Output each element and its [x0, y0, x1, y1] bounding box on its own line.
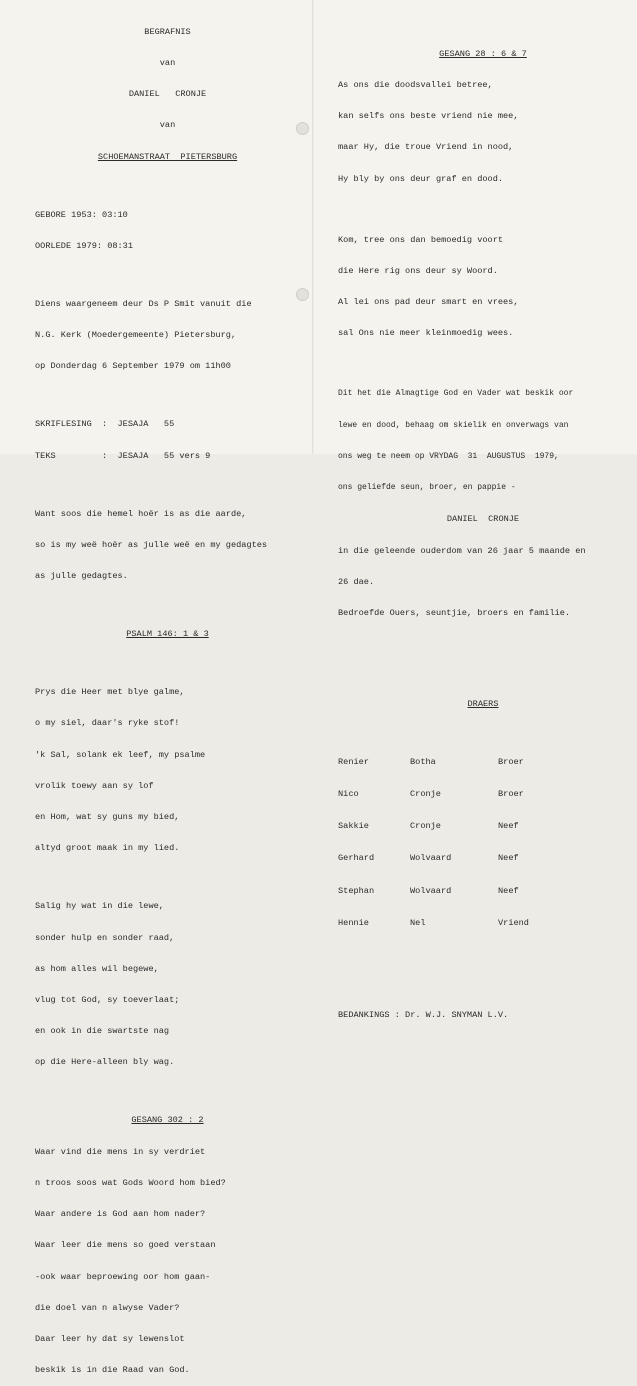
- gesang-28-line: Al lei ons pad deur smart en vrees,: [338, 297, 519, 308]
- header-line: BEGRAFNIS: [144, 26, 191, 37]
- announcement-line: ons geliefde seun, broer, en pappie -: [338, 483, 516, 493]
- gesang-302-line: n troos soos wat Gods Woord hom bied?: [35, 1177, 226, 1188]
- age-line: in die geleende ouderdom van 26 jaar 5 maande en: [338, 545, 586, 556]
- draers-row: [338, 789, 628, 800]
- fold-line: [312, 0, 314, 454]
- psalm-line: o my siel, daar's ryke stof!: [35, 718, 180, 729]
- draer-surname: Wolvaard: [410, 853, 452, 864]
- header-line: van: [159, 120, 176, 131]
- psalm-line: as hom alles wil begewe,: [35, 963, 159, 974]
- gesang-302-line: die doel van n alwyse Vader?: [35, 1302, 180, 1313]
- draers-row: [338, 757, 628, 768]
- age-line: 26 dae.: [338, 576, 375, 587]
- death-date: OORLEDE 1979: 08:31: [35, 240, 133, 251]
- draers-row: [338, 886, 628, 897]
- psalm-line: op die Here-alleen bly wag.: [35, 1057, 175, 1068]
- draer-surname: Cronje: [410, 821, 441, 832]
- reading-line: TEKS : JESAJA 55 vers 9: [35, 450, 211, 461]
- psalm-line: 'k Sal, solank ek leef, my psalme: [35, 749, 206, 760]
- announcement-line: ons weg te neem op VRYDAG 31 AUGUSTUS 1979,: [338, 451, 559, 461]
- gesang-302-line: Waar vind die mens in sy verdriet: [35, 1146, 206, 1157]
- psalm-line: altyd groot maak in my lied.: [35, 843, 180, 854]
- verse-line: Want soos die hemel hoër is as die aarde,: [35, 508, 247, 519]
- draer-relation: Broer: [498, 789, 524, 800]
- draers-row: [338, 821, 628, 832]
- draers-row: [338, 918, 628, 929]
- gesang-302-line: Waar leer die mens so goed verstaan: [35, 1240, 216, 1251]
- right-page: [338, 29, 628, 1030]
- header-line: van: [159, 58, 176, 69]
- draers-title: DRAERS: [467, 698, 499, 709]
- gesang-302-line: Waar andere is God aan hom nader?: [35, 1209, 206, 1220]
- thanks-line: BEDANKINGS : Dr. W.J. SNYMAN L.V.: [338, 1009, 509, 1020]
- gesang-302-title: GESANG 302 : 2: [131, 1115, 204, 1126]
- announcement-line: Dit het die Almagtige God en Vader wat beskik oor: [338, 389, 574, 399]
- service-line: Diens waargeneem deur Ds P Smit vanuit die: [35, 298, 252, 309]
- left-page: [35, 6, 300, 1386]
- verse-line: so is my weë hoër as julle weë en my gedagtes: [35, 539, 268, 550]
- deceased-name: DANIEL CRONJE: [446, 514, 520, 525]
- psalm-line: vlug tot God, sy toeverlaat;: [35, 994, 180, 1005]
- mourners-line: Bedroefde Ouers, seuntjie, broers en familie.: [338, 607, 571, 618]
- header-line: SCHOEMANSTRAAT PIETERSBURG: [97, 151, 238, 162]
- gesang-28-line: maar Hy, die troue Vriend in nood,: [338, 142, 514, 153]
- service-line: op Donderdag 6 September 1979 om 11h00: [35, 361, 231, 372]
- gesang-28-line: die Here rig ons deur sy Woord.: [338, 265, 498, 276]
- header-line: DANIEL CRONJE: [128, 89, 207, 100]
- draer-first-name: Renier: [338, 756, 369, 767]
- draer-first-name: Hennie: [338, 917, 369, 928]
- draer-first-name: Gerhard: [338, 853, 375, 864]
- gesang-28-line: Kom, tree ons dan bemoedig voort: [338, 234, 504, 245]
- draer-relation: Neef: [498, 853, 519, 864]
- service-line: N.G. Kerk (Moedergemeente) Pietersburg,: [35, 330, 237, 341]
- psalm-line: Prys die Heer met blye galme,: [35, 687, 185, 698]
- psalm-line: sonder hulp en sonder raad,: [35, 932, 175, 943]
- gesang-28-line: sal Ons nie meer kleinmoedig wees.: [338, 328, 514, 339]
- verse-line: as julle gedagtes.: [35, 571, 128, 582]
- gesang-28-line: As ons die doodsvallei betree,: [338, 80, 493, 91]
- draer-surname: Cronje: [410, 789, 441, 800]
- draers-row: [338, 853, 628, 864]
- draer-relation: Vriend: [498, 917, 529, 928]
- psalm-line: vrolik toewy aan sy lof: [35, 780, 154, 791]
- psalm-line: Salig hy wat in die lewe,: [35, 901, 164, 912]
- draer-surname: Wolvaard: [410, 885, 452, 896]
- gesang-28-title: GESANG 28 : 6 & 7: [439, 48, 527, 59]
- gesang-302-line: Daar leer hy dat sy lewenslot: [35, 1333, 185, 1344]
- draer-first-name: Sakkie: [338, 821, 369, 832]
- gesang-28-line: kan selfs ons beste vriend nie mee,: [338, 111, 519, 122]
- reading-line: SKRIFLESING : JESAJA 55: [35, 419, 175, 430]
- psalm-line: en Hom, wat sy guns my bied,: [35, 812, 180, 823]
- gesang-302-line: -ook waar beproewing oor hom gaan-: [35, 1271, 211, 1282]
- psalm-title: PSALM 146: 1 & 3: [126, 629, 209, 640]
- draer-first-name: Stephan: [338, 885, 375, 896]
- draer-relation: Neef: [498, 885, 519, 896]
- psalm-line: en ook in die swartste nag: [35, 1026, 170, 1037]
- gesang-28-line: Hy bly by ons deur graf en dood.: [338, 173, 504, 184]
- draer-first-name: Nico: [338, 789, 359, 800]
- draer-surname: Nel: [410, 917, 426, 928]
- draer-relation: Broer: [498, 756, 524, 767]
- birth-date: GEBORE 1953: 03:10: [35, 209, 128, 220]
- draer-relation: Neef: [498, 821, 519, 832]
- draer-surname: Botha: [410, 756, 436, 767]
- announcement-line: lewe en dood, behaag om skielik en onverwags van: [338, 420, 569, 430]
- gesang-302-line: beskik is in die Raad van God.: [35, 1365, 190, 1376]
